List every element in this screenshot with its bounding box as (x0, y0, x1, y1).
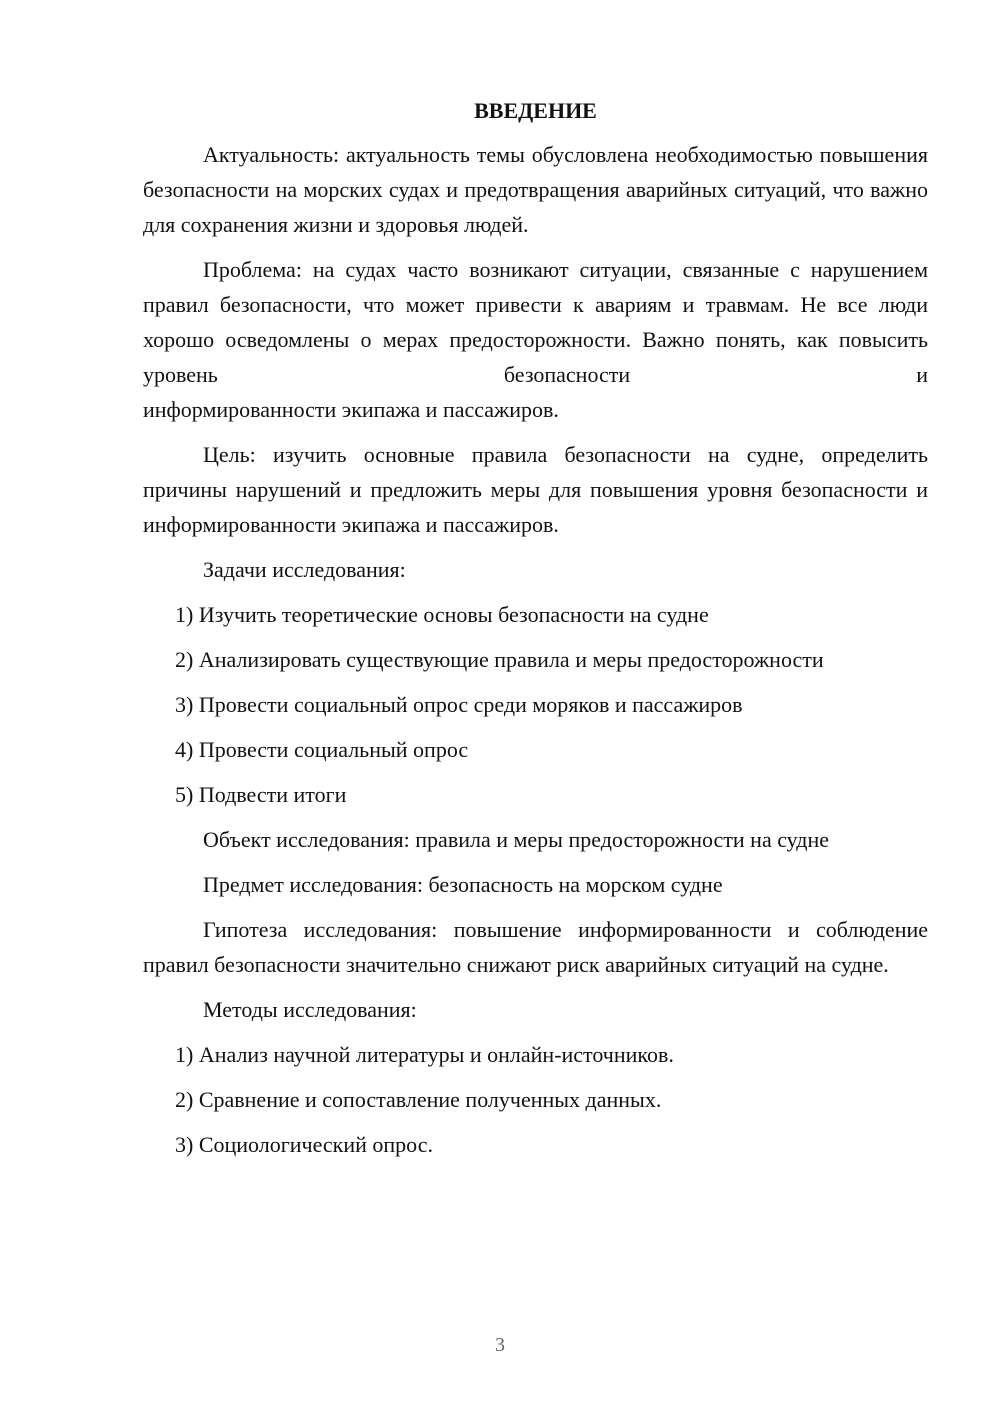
list-item: 3) Провести социальный опрос среди моряков и пассажиров (175, 692, 743, 717)
object-line: Объект исследования: правила и меры предосторожности на судне (203, 827, 830, 852)
methods-heading: Методы исследования: (203, 997, 417, 1022)
goal-paragraph: Цель: изучить основные правила безопасности на судне, определить причины нарушений и предложить меры для повышения уровня безопасности и информированности экипажа и пассажиров. (143, 442, 928, 537)
hypothesis-paragraph: Гипотеза исследования: повышение информированности и соблюдение правил безопасности значительно снижают риск аварийных ситуаций на судне. (143, 917, 928, 977)
list-item: 1) Анализ научной литературы и онлайн-источников. (175, 1042, 674, 1067)
list-item: 5) Подвести итоги (175, 782, 347, 807)
problem-paragraph: Проблема: на судах часто возникают ситуации, связанные с нарушением правил безопасности, что может привести к авариям и травмам. Не все люди хорошо осведомлены о мерах предосторожности. Важно понять, как повысить уровень безопасности и (143, 257, 928, 387)
relevance-paragraph: Актуальность: актуальность темы обусловлена необходимостью повышения безопасности на морских судах и предотвращения аварийных ситуаций, что важно для сохранения жизни и здоровья людей. (143, 142, 928, 237)
page-title: ВВЕДЕНИЕ (474, 98, 597, 123)
list-item: 1) Изучить теоретические основы безопасности на судне (175, 602, 709, 627)
list-item: 2) Анализировать существующие правила и меры предосторожности (175, 647, 824, 672)
list-item: 3) Социологический опрос. (175, 1132, 433, 1157)
problem-paragraph-end: информированности экипажа и пассажиров. (143, 397, 559, 422)
tasks-heading: Задачи исследования: (203, 557, 406, 582)
list-item: 4) Провести социальный опрос (175, 737, 469, 762)
subject-line: Предмет исследования: безопасность на морском судне (203, 872, 723, 897)
page-number: 3 (495, 1334, 505, 1356)
list-item: 2) Сравнение и сопоставление полученных данных. (175, 1087, 662, 1112)
page-content (143, 95, 928, 1172)
tasks-list (143, 597, 928, 812)
methods-list (143, 1037, 928, 1162)
